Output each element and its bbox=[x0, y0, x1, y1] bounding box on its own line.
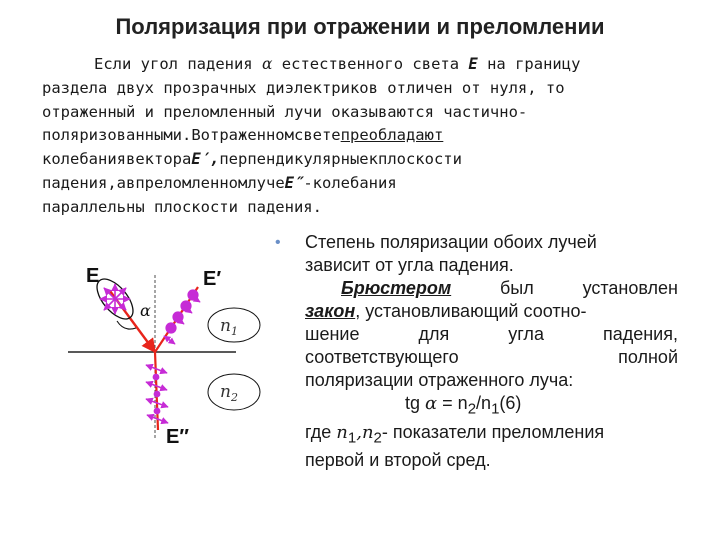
bullet-line-6: соответствующего полной bbox=[305, 347, 678, 367]
incident-vector-star bbox=[100, 284, 130, 314]
bullet-line-1: Степень поляризации обоих лучей bbox=[305, 232, 597, 252]
bullet-line-5: шение для угла падения, bbox=[305, 324, 678, 344]
n2-label: $n_2$ bbox=[220, 382, 238, 404]
para-line-4: поляризованными.Вотраженномсветепреобладают bbox=[42, 126, 444, 145]
intro-paragraph bbox=[42, 53, 670, 220]
bullet-line-7: поляризации отраженного луча: bbox=[305, 370, 574, 390]
para-line-1: Если угол падения α естественного света E на границу bbox=[94, 55, 581, 73]
bullet-line-10: первой и второй сред. bbox=[305, 450, 491, 471]
polarization-diagram bbox=[60, 255, 280, 445]
brewster-bullet bbox=[275, 231, 678, 472]
bullet-line-2: зависит от угла падения. bbox=[305, 255, 514, 275]
para-line-5: колебаниявектораE′,перпендикулярныекплоскости bbox=[42, 150, 462, 169]
alpha-label: α bbox=[140, 301, 151, 320]
para-line-2: раздела двух прозрачных диэлектриков отличен от нуля, то bbox=[42, 78, 565, 97]
n1-label: $n_1$ bbox=[220, 316, 238, 338]
para-line-3: отраженный и преломленный лучи оказываются частично- bbox=[42, 102, 528, 121]
bullet-line-3: Брюстером был установлен bbox=[341, 278, 678, 298]
bullet-line-4: закон, установливающий соотно- bbox=[305, 301, 587, 321]
para-line-7: параллельны плоскости падения. bbox=[42, 197, 322, 216]
brewster-formula: tg $\alpha = n_2/n_1(6)$ bbox=[283, 392, 678, 421]
label-E-reflected: E′ bbox=[203, 268, 222, 290]
refracted-dots bbox=[153, 374, 161, 415]
bullet-marker: • bbox=[275, 234, 281, 251]
label-E: E bbox=[86, 265, 100, 287]
para-line-6: падения,авпреломленномлучеE″-колебания bbox=[42, 173, 397, 192]
page-title: Поляризация при отражении и преломлении bbox=[115, 14, 605, 39]
label-E-refracted: E″ bbox=[166, 426, 189, 445]
bullet-line-9: где $n_1,n_2-$ показатели преломления bbox=[305, 421, 605, 447]
equation-number: (6) bbox=[499, 393, 522, 413]
